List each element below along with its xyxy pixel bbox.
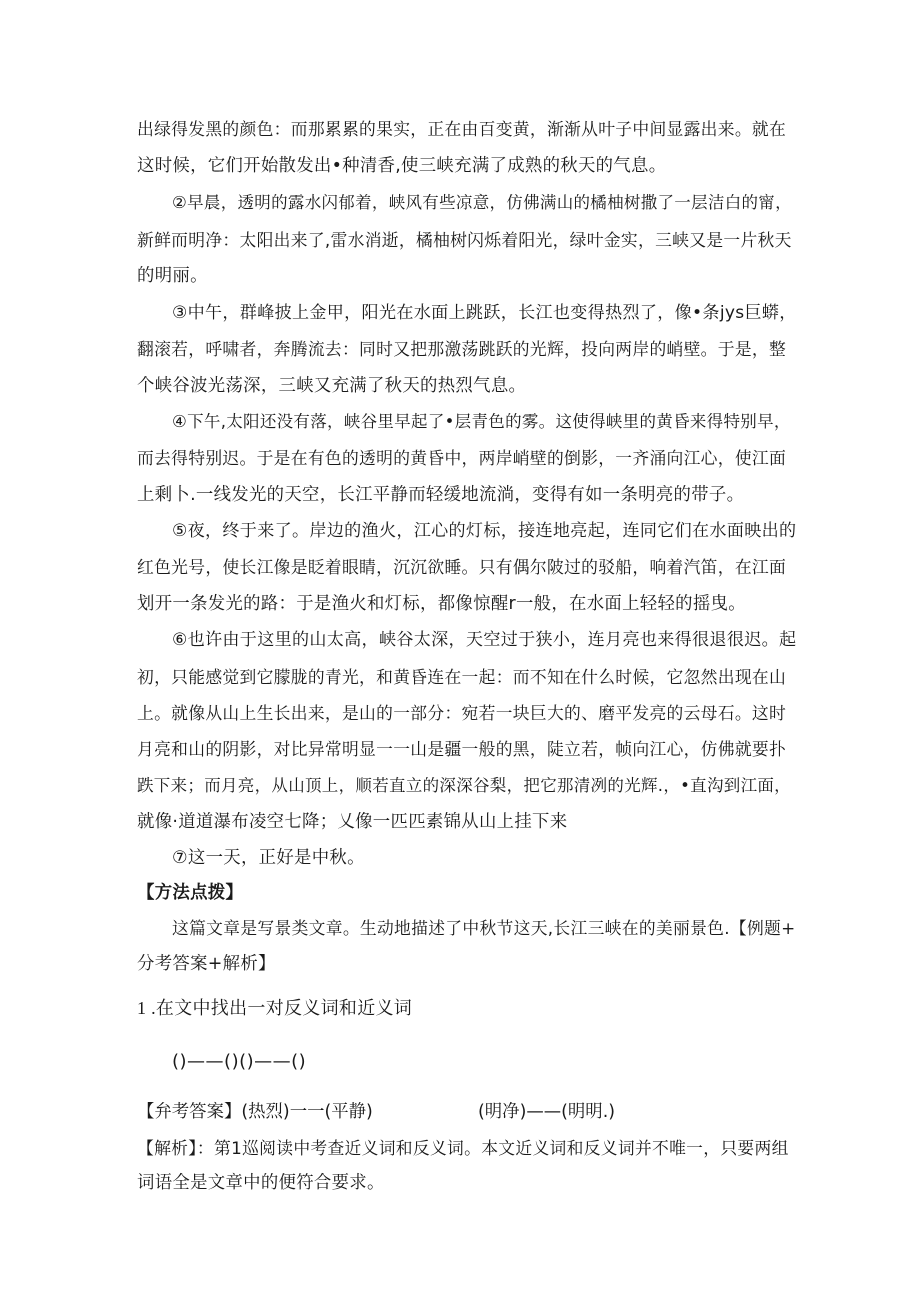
paragraph-5-line: ⑤夜，终于来了。岸边的渔火，江心的灯标，接连地亮起，连同它们在水面映出的	[172, 521, 797, 541]
question-text: 1 .在文中找出一对反义词和近义词	[137, 998, 413, 1018]
passage-line: 个峡谷波光荡深，三峡又充满了秋天的热烈气息。	[137, 376, 527, 396]
passage-line: 跌下来；而月亮，从山顶上，顺若直立的深深谷梨，把它那清冽的光辉.，•直沟到江面，	[137, 776, 791, 795]
passage-line: 的明丽。	[137, 266, 208, 286]
passage-line: 月亮和山的阴影，对比异常明显一一山是疆一般的黑，陡立若，帧向江心，仿佛就要扑	[137, 739, 787, 759]
method-text: 分考答案+解析】	[137, 954, 276, 974]
passage-line: 上。就像从山上生长出来，是山的一部分：宛若一块巨大的、磨平发亮的云母石。这时	[137, 703, 787, 723]
analysis-text: 词语全是文章中的便符合要求。	[137, 1173, 385, 1193]
passage-line: 这时候，它们开始散发出•种清香,使三峡充满了成熟的秋天的气息。	[137, 156, 667, 176]
paragraph-2-line: ②早晨，透明的露水闪郁着，峡风有些凉意，仿佛满山的橘柚树撒了一层洁白的甯，	[172, 193, 792, 212]
passage-line: 出绿得发黑的颜色：而那累累的果实，正在由百变黄，渐渐从叶子中间显露出来。就在	[137, 119, 787, 139]
passage-line: 新鲜而明净：太阳出来了,雷水消逝，橘柚树闪烁着阳光，绿叶金实，三峡又是一片秋天	[137, 230, 792, 250]
paragraph-7-line: ⑦这一天，正好是中秋。	[172, 848, 365, 868]
answer-blanks: ()——()()——()	[172, 1051, 307, 1072]
passage-line: 初，只能感觉到它朦胧的青光，和黄昏连在一起：而不知在什么时候，它忽然出现在山	[137, 667, 787, 687]
passage-line: 上剩卜.一线发光的天空，长江平静而轻缓地流淌，变得有如一条明亮的带子。	[137, 485, 745, 505]
method-heading: 【方法点拨】	[137, 883, 244, 903]
reference-answer-second: (明净)——(明明.)	[478, 1102, 616, 1122]
passage-line: 而去得特别迟。于是在有色的透明的黄昏中，两岸峭壁的倒影，一齐涌向江心，使江面	[137, 448, 787, 468]
passage-line: 红色光号，使长江像是眨着眼睛，沉沉欲睡。只有偶尔陂过的驳船，响着汽笛，在江面	[137, 557, 787, 577]
passage-line: 就像·道道瀑布凌空七降；乂像一匹匹素锦从山上挂下来	[137, 812, 568, 832]
method-text: 这篇文章是写景类文章。生动地描述了中秋节这天,长江三峡在的美丽景色.【例题+	[172, 918, 796, 938]
passage-line: 划开一条发光的路：于是渔火和灯标，都像惊醒r一般，在水面上轻轻的摇曳。	[137, 594, 746, 614]
paragraph-4-line: ④下午,太阳还没有落，峡谷里早起了•层青色的雾。这使得峡里的黄昏来得特别早，	[172, 412, 791, 431]
paragraph-6-line: ⑥也许由于这里的山太高，峡谷太深，天空过于狭小，连月亮也来得很退很迟。起	[172, 630, 797, 650]
paragraph-3-line: ③中午，群峰披上金甲，阳光在水面上跳跃，长江也变得热烈了，像•条jys巨蟒，	[172, 303, 797, 323]
analysis-text: 【解析】：第1巡阅读中考查近义词和反义词。本文近义词和反义词并不唯一，只要两组	[137, 1138, 789, 1158]
passage-line: 翻滚若，呼啸者，奔腾流去：同时又把那激荡跳跃的光辉，投向两岸的峭壁。于是，整	[137, 339, 787, 359]
reference-answer: 【弁考答案】(热烈)一一(平静)	[137, 1102, 373, 1122]
